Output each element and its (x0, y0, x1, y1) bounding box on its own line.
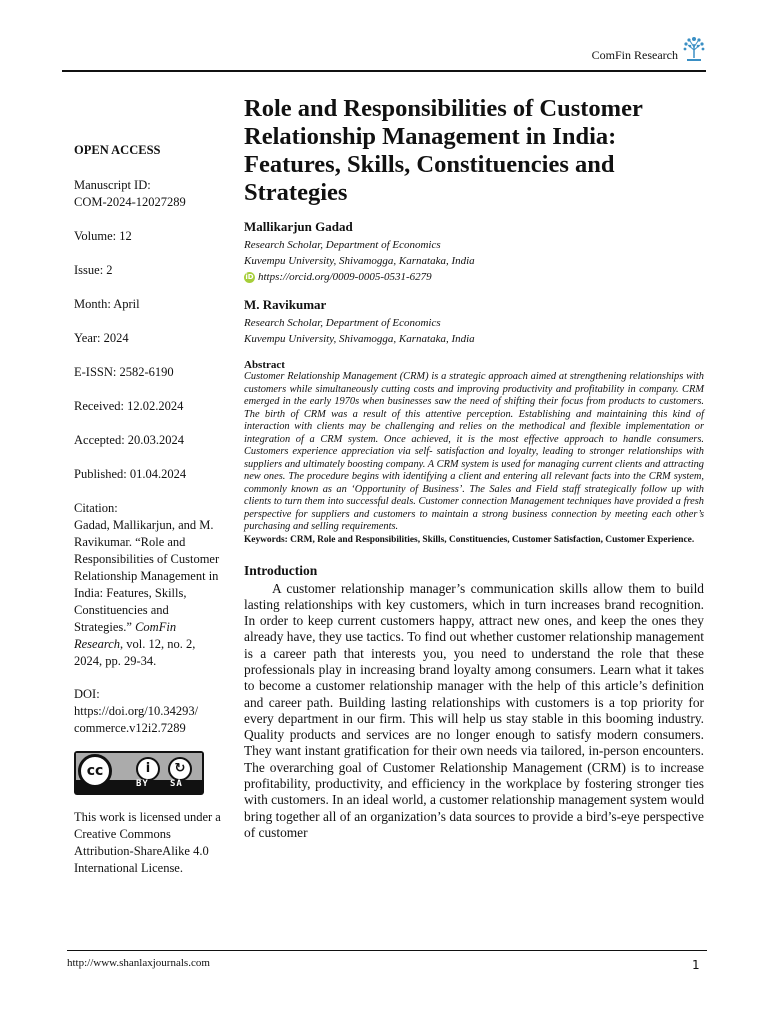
citation-text: Gadad, Mallikarjun, and M. Ravikumar. “Role and Responsibilities of Customer Relationship Management in India: Features, Skills, Constituencies and Strategies.” (74, 518, 220, 634)
introduction-text: A customer relationship manager’s communication skills allow them to build lasting relationships with key customers, which in turn increases brand recognition. In order to keep current customers happy, attract new ones, and keep the ones they already have, they use tactics. To find out whether customer relationship management is a career path that interests you, you need to understand the role that these professionals play in increasing brand loyalty among consumers. Learn what it takes to become a customer relationship manager with the help of this article’s definition and career path. Building lasting relationships with customers is a top priority for every department in our firm. This will help us stay stable in this booming industry. Quality products and services are no longer enough to satisfy modern consumers. They want instant gratification for their own needs via tailored, in-person encounters. The overarching goal of Customer Relationship Management (CRM) is to increase profitability, productivity, and efficiency in the workplace by fostering stronger ties with customers. In an ideal world, a customer relationship management system would bring together all of an organization’s data sources to provide a bird’s-eye perspective of customer (244, 580, 704, 840)
article-title: Role and Responsibilities of Customer Relationship Management in India: Features, Skills, Constituencies and Strategies (244, 95, 643, 206)
journal-brand: ComFin Research (591, 48, 678, 62)
orcid-url[interactable]: https://orcid.org/0009-0005-0531-6279 (258, 271, 432, 283)
citation-label: Citation: (74, 501, 118, 515)
author-name: M. Ravikumar (244, 297, 327, 312)
orcid-link[interactable] (244, 269, 704, 285)
year: Year: 2024 (74, 331, 129, 345)
citation-details: , vol. 12, no. 2, 2024, pp. 29-34. (74, 637, 196, 668)
header-rule (62, 70, 706, 72)
footer-url[interactable]: http://www.shanlaxjournals.com (67, 957, 210, 969)
orcid-icon: iD (245, 272, 254, 281)
introduction-heading: Introduction (244, 562, 318, 578)
tree-logo-icon (682, 36, 706, 64)
article-main (244, 95, 704, 881)
author-institution: Kuvempu University, Shivamogga, Karnataka, India (244, 333, 475, 345)
manuscript-label: Manuscript ID: (74, 178, 151, 192)
eissn: E-ISSN: 2582-6190 (74, 365, 174, 379)
doi-link-line1[interactable]: https://doi.org/10.34293/ (74, 704, 199, 718)
abstract-heading: Abstract (244, 359, 285, 371)
manuscript-value: COM-2024-12027289 (74, 195, 186, 209)
author-name: Mallikarjun Gadad (244, 219, 353, 234)
license-text: This work is licensed under a Creative Commons Attribution-ShareAlike 4.0 International License. (74, 810, 221, 875)
cc-license-badge[interactable] (74, 751, 204, 795)
abstract-text: Customer Relationship Management (CRM) is a strategic approach aimed at strengthening relationships with customers while simultaneously cutting costs and improving productivity and profitability in company. CRM emerged in the early 1970s when businesses saw the need of shifting their focus from products to customers. The birth of CRM was a result of this attentive perception. Establishing and maintaining this kind of interaction with clients may be challenging and relies on the methodical and flexible implementation or integration of a CRM system. Once achieved, it is the most effective approach to handle consumers. Customers experience appreciation via self- satisfaction and loyalty, leading to stronger relationships with suppliers and ultimately boosting company. A CRM system is used for managing current clients and attracting new ones. The procedure begins with identifying a client and entering all relevant facts into the CRM system, commonly known as an ‘Opportunity of Business’. The Sales and Field staff strategically follow up with clients to turn them into successful deals. Customer connection Management techniques have provided a fresh perspective for suppliers and customers to maintain a strong business connection by meeting each other’s purchasing and selling requirements. (244, 371, 704, 532)
author-2 (244, 297, 704, 347)
sa-icon: ↻ (168, 757, 192, 781)
doi-link-line2[interactable]: commerce.v12i2.7289 (74, 721, 186, 735)
by-icon: i (136, 757, 160, 781)
keywords: Keywords: CRM, Role and Responsibilities, Skills, Constituencies, Customer Satisfaction, Customer Experience. (244, 534, 695, 545)
cc-icon: cc (78, 754, 112, 788)
citation-journal: ComFin Research (74, 620, 177, 651)
page-number: 1 (692, 958, 700, 972)
doi (74, 686, 222, 737)
article-metadata-sidebar (74, 142, 222, 877)
author-affiliation: Research Scholar, Department of Economics (244, 239, 441, 251)
by-label: BY (136, 779, 149, 789)
published-date: Published: 01.04.2024 (74, 467, 187, 481)
issue: Issue: 2 (74, 263, 113, 277)
volume: Volume: 12 (74, 229, 132, 243)
open-access-label: OPEN ACCESS (74, 143, 161, 157)
accepted-date: Accepted: 20.03.2024 (74, 433, 185, 447)
manuscript-id (74, 177, 222, 211)
month: Month: April (74, 297, 140, 311)
sa-label: SA (170, 779, 183, 789)
citation (74, 500, 222, 670)
footer-rule (67, 950, 707, 951)
author-institution: Kuvempu University, Shivamogga, Karnataka, India (244, 255, 475, 267)
author-1 (244, 219, 704, 285)
received-date: Received: 12.02.2024 (74, 399, 184, 413)
doi-label: DOI: (74, 687, 100, 701)
author-affiliation: Research Scholar, Department of Economics (244, 317, 441, 329)
